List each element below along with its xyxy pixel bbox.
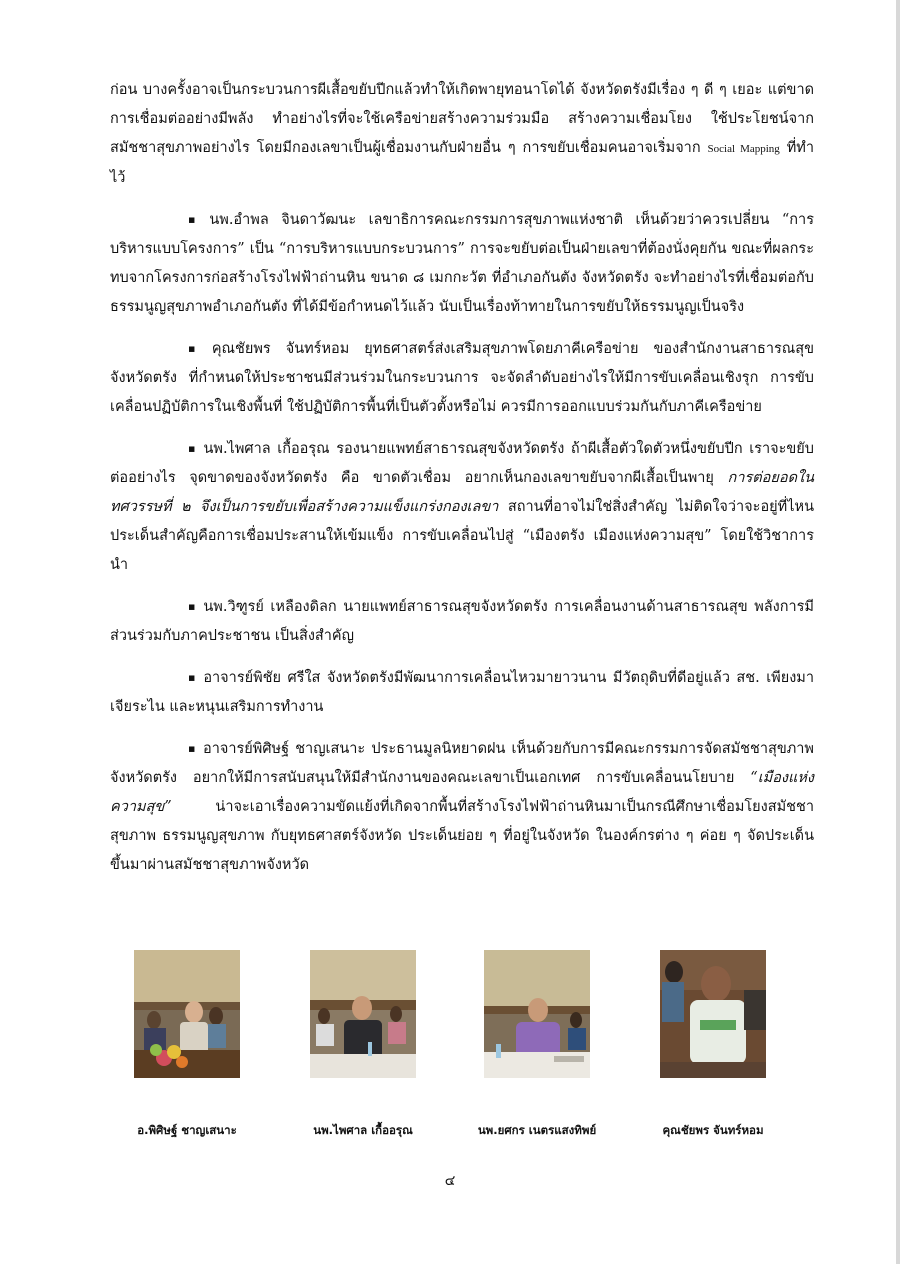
bullet-icon: ▪ (188, 213, 204, 226)
paragraph-text: อาจารย์พิศิษฐ์ ชาญเสนาะ ประธานมูลนิหยาดฝน เห็นด้วยกับการมีคณะกรรมการจัดสมัชชาสุขภาพจังหวัดตรัง อยากให้มีการสนับสนุนให้มีสำนักงานของคณะเลขาเป็นเอกเทศ การขับเคลื่อนนโยบาย (110, 741, 814, 786)
bullet-paragraph (110, 435, 814, 580)
page-edge (896, 0, 900, 1264)
bullet-paragraph (110, 206, 814, 322)
paragraph-text: อาจารย์พิชัย ศรีใส จังหวัดตรังมีพัฒนาการเคลื่อนไหวมายาวนาน มีวัตถุดิบที่ดีอยู่แล้ว สช. เพียงมาเจียระไน และหนุนเสริมการทำงาน (110, 670, 814, 715)
bullet-icon: ▪ (188, 342, 206, 355)
paragraph-emphasis: การต่อยอดในทศวรรษที่ ๒ จึงเป็นการขยับเพื่อสร้างความแข็งแกร่งกองเลขา (110, 470, 814, 515)
meeting-photo-icon (484, 950, 590, 1078)
paragraph-term: Social Mapping (707, 143, 780, 155)
photo-caption: นพ.ยศกร เนตรแสงทิพย์ (477, 1123, 597, 1137)
photo-caption: นพ.ไพศาล เกื้ออรุณ (313, 1123, 413, 1137)
bullet-icon: ▪ (188, 742, 197, 755)
bullet-icon: ▪ (188, 600, 198, 613)
paragraph-text: นพ.อำพล จินดาวัฒนะ เลขาธิการคณะกรรมการสุขภาพแห่งชาติ เห็นด้วยว่าควรเปลี่ยน “การบริหารแบบโครงการ” เป็น “การบริหารแบบกระบวนการ” การจะขยับต่อเป็นฝ่ายเลขาที่ต้องนั่งคุยกัน ขณะที่ผลกระทบจากโครงการก่อสร้างโรงไฟฟ้าถ่านหิน ขนาด ๘ เมกกะวัต ที่อำเภอกันตัง จังหวัดตรัง จะทำอย่างไรที่เชื่อมต่อกับธรรมนูญสุขภาพอำเภอกันตัง ที่ได้มีข้อกำหนดไว้แล้ว นับเป็นเรื่องท้าทายในการขยับให้ธรรมนูญเป็นจริง (110, 212, 814, 315)
photo-caption: อ.พิศิษฐ์ ชาญเสนาะ (137, 1123, 237, 1137)
bullet-paragraph (110, 593, 814, 651)
bullet-paragraph (110, 664, 814, 722)
paragraph-text: นพ.ไพศาล เกื้ออรุณ รองนายแพทย์สาธารณสุขจังหวัดตรัง ถ้าผีเสื้อตัวใดตัวหนึ่งขยับปีก เราจะขยับต่ออย่างไร จุดขาดของจังหวัดตรัง คือ ขาดตัวเชื่อม อยากเห็นกองเลขาขยับจากผีเสื้อเป็นพายุ (110, 441, 814, 486)
paragraph-intro (110, 76, 814, 193)
paragraph-emphasis: “เมืองแห่งความสุข” (110, 770, 814, 815)
bullet-icon: ▪ (188, 671, 198, 684)
paragraph-text: คุณชัยพร จันทร์หอม ยุทธศาสตร์ส่งเสริมสุขภาพโดยภาคีเครือข่าย ของสำนักงานสาธารณสุขจังหวัดตรัง ที่กำหนดให้ประชาชนมีส่วนร่วมในกระบวนการ จะจัดลำดับอย่างไรให้มีการขับเคลื่อนเชิงรุก การขับเคลื่อนปฏิบัติการในเชิงพื้นที่ ใช้ปฏิบัติการพื้นที่เป็นตัวตั้งหรือไม่ ควรมีการออกแบบร่วมกันกับภาคีเครือข่าย (110, 341, 814, 415)
meeting-photo-icon (660, 950, 766, 1078)
paragraph-text: นพ.วิฑูรย์ เหลืองดิลก นายแพทย์สาธารณสุขจังหวัดตรัง การเคลื่อนงานด้านสาธารณสุข พลังการมีส่วนร่วมกับภาคประชาชน เป็นสิ่งสำคัญ (110, 599, 814, 644)
bullet-paragraph (110, 335, 814, 422)
meeting-photo-icon (134, 950, 240, 1078)
bullet-icon: ▪ (188, 442, 198, 455)
document-body (110, 76, 814, 893)
photo-caption: คุณชัยพร จันทร์หอม (662, 1123, 764, 1137)
paragraph-text: น่าจะเอาเรื่องความขัดแย้งที่เกิดจากพื้นที่สร้างโรงไฟฟ้าถ่านหินมาเป็นกรณีศึกษาเชื่อมโยงสมัชชาสุขภาพ ธรรมนูญสุขภาพ กับยุทธศาสตร์จังหวัด ประเด็นย่อย ๆ ที่อยู่ในจังหวัด ในองค์กรต่าง ๆ ค่อย ๆ จัดประเด็นขึ้นมาผ่านสมัชชาสุขภาพจังหวัด (110, 799, 814, 873)
photo-strip (110, 950, 814, 1140)
paragraph-text: สถานที่อาจไม่ใช่สิ่งสำคัญ ไม่ติดใจว่าจะอยู่ที่ไหน ประเด็นสำคัญคือการเชื่อมประสานให้เข้มแข็ง การขับเคลื่อนไปสู่ “เมืองตรัง เมืองแห่งความสุข” โดยใช้วิชาการนำ (110, 499, 814, 573)
page-number: ๔ (444, 1173, 456, 1189)
bullet-paragraph (110, 735, 814, 880)
paragraph-text: ก่อน บางครั้งอาจเป็นกระบวนการผีเสื้อขยับปีกแล้วทำให้เกิดพายุทอนาโดได้ จังหวัดตรังมีเรื่อง ๆ ดี ๆ เยอะ แต่ขาดการเชื่อมต่ออย่างมีพลัง ทำอย่างไรที่จะใช้เครือข่ายสร้างความร่วมมือ สร้างความเชื่อมโยง ใช้ประโยชน์จากสมัชชาสุขภาพอย่างไร โดยมีกองเลขาเป็นผู้เชื่อมงานกับฝ่ายอื่น ๆ การขยับเชื่อมคนอาจเริ่มจาก (110, 82, 814, 156)
paragraph-text: ที่ทำไว้ (110, 140, 814, 186)
meeting-photo-icon (310, 950, 416, 1078)
